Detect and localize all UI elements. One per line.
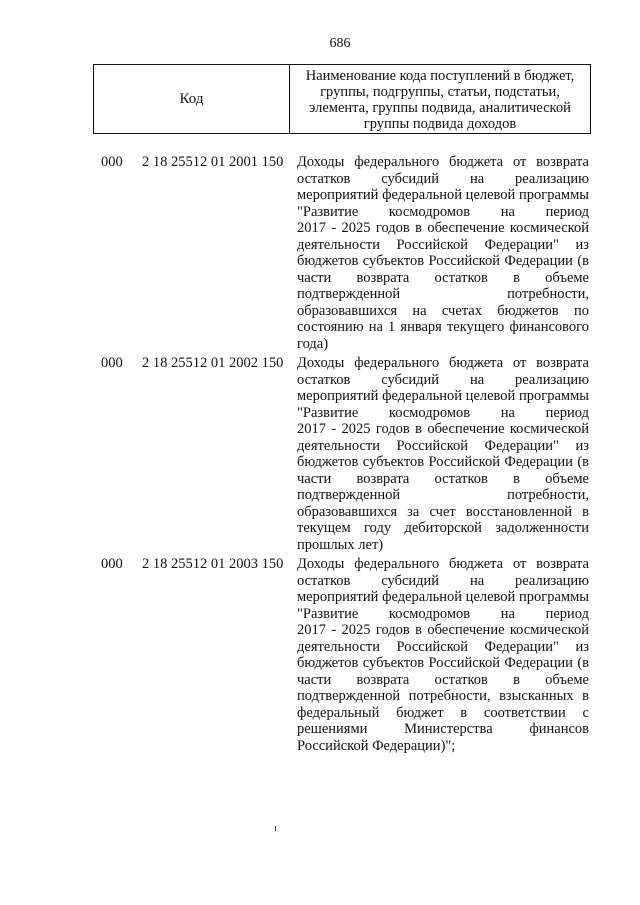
description-line: федеральный бюджет в соответствии с: [297, 704, 589, 721]
description-line: мероприятий федеральной целевой программы: [297, 388, 589, 404]
description-line: Доходы федерального бюджета от возврата: [297, 556, 589, 572]
row-prefix: 000: [101, 355, 123, 371]
description-line: бюджетов субъектов Российской Федерации (в: [297, 454, 589, 470]
description-line: 2017 - 2025 годов в обеспечение космической: [297, 622, 589, 638]
description-line: текущем году дебиторской задолженности: [297, 520, 589, 536]
row-code: 2 18 25512 01 2002 150: [142, 355, 284, 371]
description-line: деятельности Российской Федерации" из: [297, 638, 589, 655]
row-prefix: 000: [101, 154, 123, 170]
description-line: состоянию на 1 января текущего финансового: [297, 319, 589, 335]
description-line: "Развитие космодромов на период: [297, 203, 589, 220]
description-line: "Развитие космодромов на период: [297, 404, 589, 421]
scan-artifact-mark: [275, 826, 276, 831]
description-line: 2017 - 2025 годов в обеспечение космической: [297, 220, 589, 236]
table-header: [93, 64, 591, 134]
description-line: части возврата остатков в объеме: [297, 470, 589, 487]
header-name-label: Наименование кода поступлений в бюджет, группы, подгруппы, статьи, подстатьи, элемента, группы подвида, аналитической группы подвида доходов: [305, 68, 575, 132]
row-prefix: 000: [101, 556, 123, 572]
description-line: деятельности Российской Федерации" из: [297, 236, 589, 253]
description-line: остатков субсидий на реализацию: [297, 170, 589, 187]
description-line: бюджетов субъектов Российской Федерации (в: [297, 655, 589, 671]
header-code-label: Код: [94, 65, 290, 133]
description-line: части возврата остатков в объеме: [297, 671, 589, 688]
description-line: образовавшихся за счет восстановленной в: [297, 503, 589, 520]
description-line: образовавшихся на счетах бюджетов по: [297, 302, 589, 319]
row-code: 2 18 25512 01 2001 150: [142, 154, 284, 170]
description-line: деятельности Российской Федерации" из: [297, 437, 589, 454]
row-description: [297, 556, 589, 754]
description-line: Доходы федерального бюджета от возврата: [297, 154, 589, 170]
description-line: 2017 - 2025 годов в обеспечение космической: [297, 421, 589, 437]
description-line: решениями Министерства финансов: [297, 721, 589, 737]
row-description: [297, 355, 589, 553]
description-line: мероприятий федеральной целевой программы: [297, 589, 589, 605]
description-line: мероприятий федеральной целевой программы: [297, 187, 589, 203]
description-line: года): [297, 335, 329, 352]
description-line: "Развитие космодромов на период: [297, 605, 589, 622]
description-line: Доходы федерального бюджета от возврата: [297, 355, 589, 371]
description-line: части возврата остатков в объеме: [297, 269, 589, 286]
description-line: остатков субсидий на реализацию: [297, 572, 589, 589]
description-line: Российской Федерации)";: [297, 737, 456, 754]
description-line: прошлых лет): [297, 536, 384, 553]
description-line: подтвержденной потребности,: [297, 487, 589, 503]
row-code: 2 18 25512 01 2003 150: [142, 556, 284, 572]
page-number: 686: [329, 36, 351, 51]
description-line: подтвержденной потребности, взысканных в: [297, 688, 589, 704]
row-description: [297, 154, 589, 352]
description-line: бюджетов субъектов Российской Федерации (в: [297, 253, 589, 269]
description-line: подтвержденной потребности,: [297, 286, 589, 302]
description-line: остатков субсидий на реализацию: [297, 371, 589, 388]
